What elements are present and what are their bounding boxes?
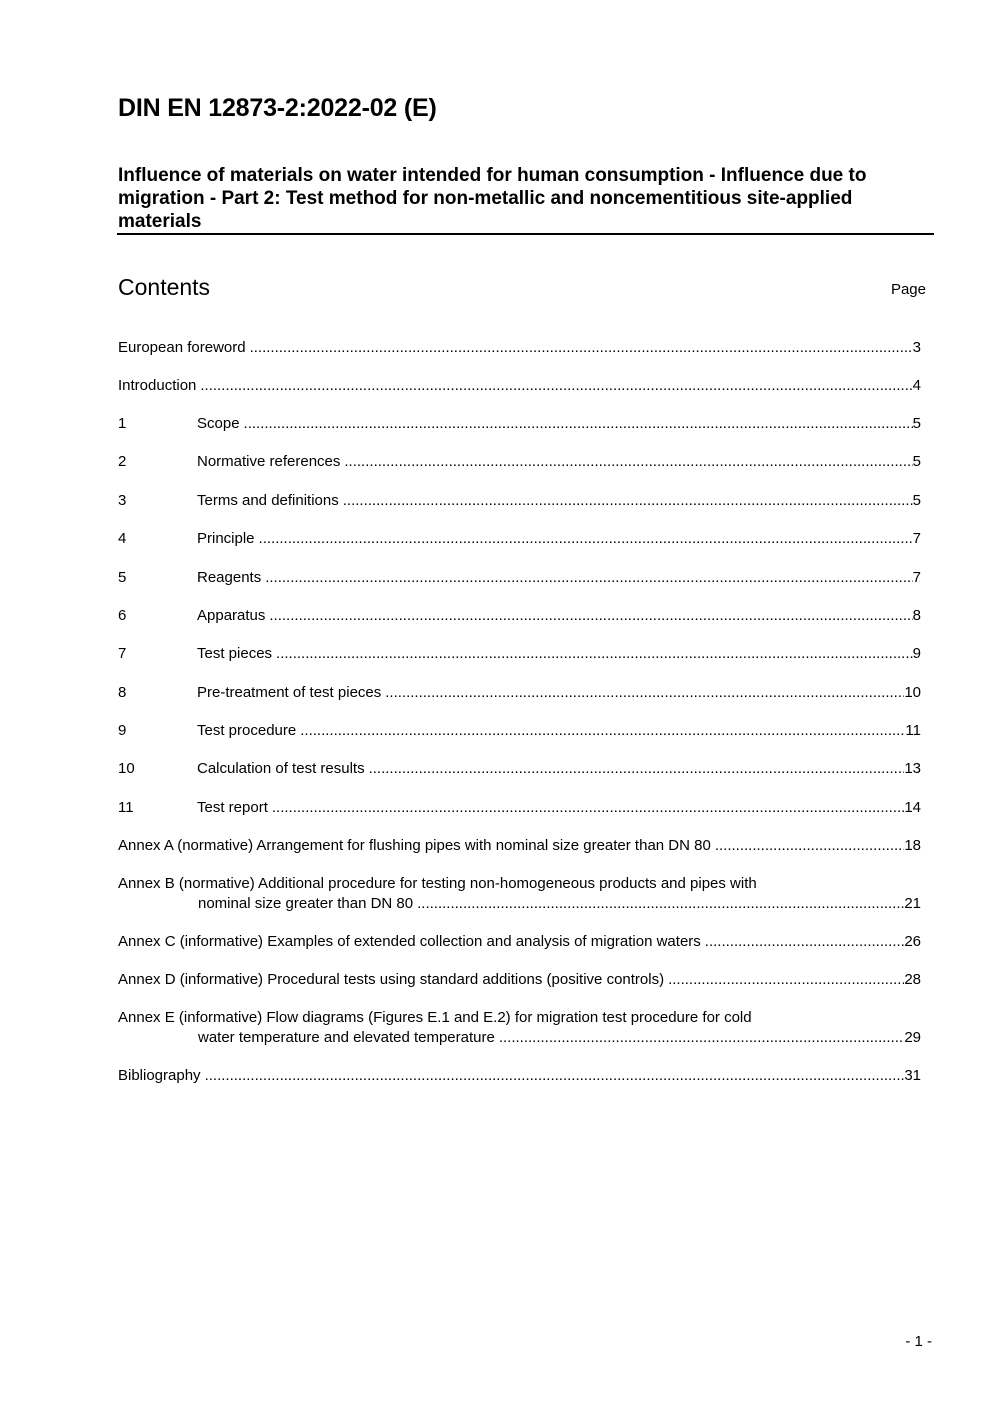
toc-entry-page: 5 [912, 492, 921, 509]
toc-entry-page: 26 [904, 933, 921, 950]
toc-entry-number: 8 [118, 684, 127, 701]
page-column-label: Page [890, 281, 926, 298]
toc-entry-annex-c[interactable] [118, 932, 921, 970]
contents-heading: Contents [118, 274, 211, 300]
dot-leader [715, 836, 905, 856]
toc-entry-page: 29 [904, 1029, 921, 1046]
dot-leader [265, 568, 912, 588]
toc-entry-calculation[interactable] [118, 759, 921, 798]
dot-leader [705, 932, 905, 952]
toc-entry-text-continued: nominal size greater than DN 80 [198, 895, 414, 912]
toc-entry-text: Terms and definitions [197, 492, 339, 509]
toc-entry-page: 9 [912, 645, 921, 662]
dot-leader [668, 970, 904, 990]
toc-entry-page: 3 [912, 339, 921, 356]
toc-entry-text: Pre-treatment of test pieces [197, 684, 382, 701]
toc-entry-introduction[interactable] [118, 376, 921, 414]
toc-entry-text: Annex C (informative) Examples of extended collection and analysis of migration waters [118, 933, 701, 950]
toc-entry-annex-b[interactable] [118, 874, 921, 932]
toc-entry-text: Principle [197, 530, 255, 547]
dot-leader [276, 644, 913, 664]
toc-entry-annex-d[interactable] [118, 970, 921, 1008]
toc-entry-apparatus[interactable] [118, 606, 921, 644]
toc-entry-number: 3 [118, 492, 127, 509]
toc-entry-number: 11 [118, 799, 134, 816]
dot-leader [385, 683, 904, 703]
dot-leader [300, 721, 905, 741]
toc-entry-page: 11 [905, 722, 921, 739]
toc-entry-text: European foreword [118, 339, 246, 356]
toc-entry-page: 13 [904, 760, 921, 777]
dot-leader [369, 759, 905, 779]
toc-entry-number: 4 [118, 530, 127, 547]
toc-entry-page: 14 [904, 799, 921, 816]
dot-leader [344, 452, 912, 472]
title-divider [117, 233, 934, 235]
toc-entry-text: Introduction [118, 377, 197, 394]
toc-entry-page: 7 [912, 569, 921, 586]
toc-entry-number: 5 [118, 569, 127, 586]
toc-entry-text: Apparatus [197, 607, 266, 624]
toc-entry-bibliography[interactable] [118, 1066, 921, 1104]
toc-entry-page: 10 [904, 684, 921, 701]
toc-entry-number: 7 [118, 645, 127, 662]
toc-entry-page: 5 [912, 453, 921, 470]
toc-entry-text: Test pieces [197, 645, 273, 662]
document-id: DIN EN 12873-2:2022-02 (E) [118, 94, 437, 122]
toc-entry-page: 21 [904, 895, 921, 912]
toc-entry-test-pieces[interactable] [118, 644, 921, 683]
dot-leader [269, 606, 912, 626]
dot-leader [250, 338, 913, 358]
toc-entry-normative-references[interactable] [118, 452, 921, 491]
toc-entry-text: Annex E (informative) Flow diagrams (Figures E.1 and E.2) for migration test procedure for cold [118, 1009, 752, 1026]
toc-entry-page: 18 [904, 837, 921, 854]
toc-entry-test-report[interactable] [118, 798, 921, 836]
dot-leader [259, 529, 913, 549]
toc-entry-reagents[interactable] [118, 568, 921, 606]
toc-entry-page: 7 [912, 530, 921, 547]
toc-entry-page: 4 [912, 377, 921, 394]
toc-entry-number: 1 [118, 415, 127, 432]
toc-entry-page: 8 [912, 607, 921, 624]
toc-entry-page: 5 [912, 415, 921, 432]
toc-entry-number: 10 [118, 760, 135, 777]
toc-entry-page: 28 [904, 971, 921, 988]
table-of-contents [118, 338, 921, 1104]
toc-entry-number: 6 [118, 607, 127, 624]
dot-leader [417, 894, 904, 914]
toc-entry-text: Test report [197, 799, 268, 816]
toc-entry-european-foreword[interactable] [118, 338, 921, 376]
dot-leader [244, 414, 913, 434]
toc-entry-pre-treatment[interactable] [118, 683, 921, 721]
dot-leader [499, 1028, 904, 1048]
dot-leader [343, 491, 913, 511]
toc-entry-text: Scope [197, 415, 240, 432]
page-number: - 1 - [905, 1333, 932, 1350]
toc-entry-principle[interactable] [118, 529, 921, 568]
toc-entry-text: Normative references [197, 453, 341, 470]
toc-entry-test-procedure[interactable] [118, 721, 921, 759]
dot-leader [272, 798, 904, 818]
toc-entry-text: Annex B (normative) Additional procedure for testing non-homogeneous products and pipes with [118, 875, 757, 892]
dot-leader [205, 1066, 905, 1086]
toc-entry-text: Reagents [197, 569, 262, 586]
toc-entry-scope[interactable] [118, 414, 921, 452]
document-title: Influence of materials on water intended for human consumption - Influence due to migration - Part 2: Test method for non-metallic and noncementitious site-applied materials [118, 165, 867, 232]
toc-entry-terms-and-definitions[interactable] [118, 491, 921, 529]
toc-entry-page: 31 [904, 1067, 921, 1084]
dot-leader [200, 376, 912, 396]
toc-entry-number: 9 [118, 722, 127, 739]
toc-entry-annex-e[interactable] [118, 1008, 921, 1066]
toc-entry-text: Bibliography [118, 1067, 201, 1084]
toc-entry-number: 2 [118, 453, 127, 470]
toc-entry-annex-a[interactable] [118, 836, 921, 874]
toc-entry-text: Calculation of test results [197, 760, 365, 777]
toc-entry-text: Test procedure [197, 722, 297, 739]
toc-entry-text: Annex A (normative) Arrangement for flushing pipes with nominal size greater than DN 80 [118, 837, 711, 854]
toc-entry-text: Annex D (informative) Procedural tests using standard additions (positive controls) [118, 971, 665, 988]
toc-entry-text-continued: water temperature and elevated temperature [198, 1029, 495, 1046]
